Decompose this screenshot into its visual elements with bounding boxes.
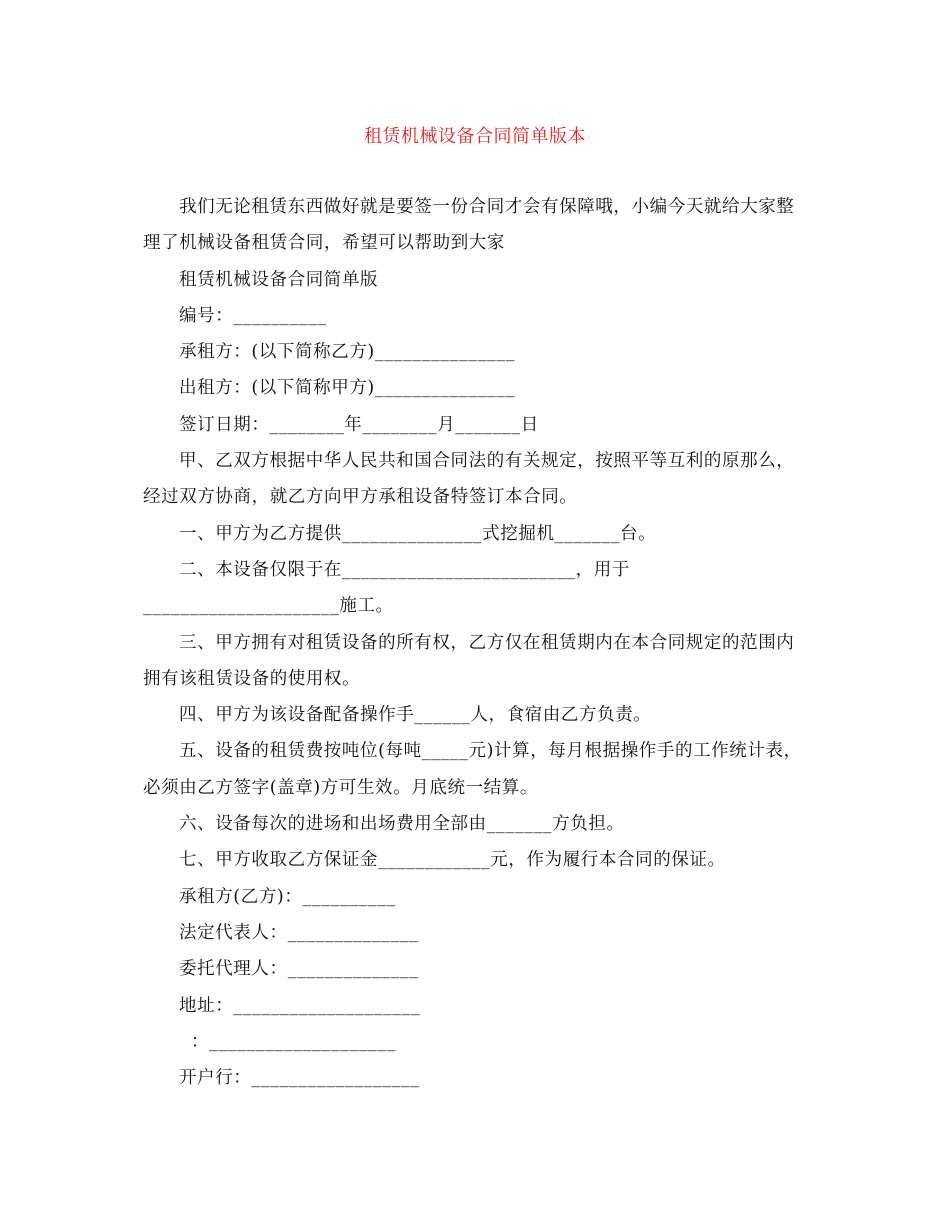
signing-date-line: 签订日期：________年________月_______日 xyxy=(179,414,539,435)
lessee-signature-line: 承租方(乙方)：__________ xyxy=(179,886,396,907)
contract-subtitle: 租赁机械设备合同简单版 xyxy=(179,269,379,290)
preamble-paragraph: 甲、乙双方根据中华人民共和国合同法的有关规定，按照平等互利的原那么，经过双方协商，就乙方向甲方承租设备特签订本合同。 xyxy=(143,451,795,508)
clause-2: 二、本设备仅限于在_________________________，用于_____________________施工。 xyxy=(143,559,630,617)
serial-number-line: 编号：__________ xyxy=(179,305,327,326)
clause-5: 五、设备的租赁费按吨位(每吨_____元)计算，每月根据操作手的工作统计表，必须由乙方签字(盖章)方可生效。月底统一结算。 xyxy=(143,741,802,798)
address-line: 地址：____________________ xyxy=(179,995,421,1016)
clause-3: 三、甲方拥有对租赁设备的所有权，乙方仅在租赁期内在本合同规定的范围内拥有该租赁设备的使用权。 xyxy=(143,632,795,689)
bank-line: 开户行：__________________ xyxy=(179,1068,420,1089)
lessor-line: 出租方：(以下简称甲方)_______________ xyxy=(179,378,516,399)
clause-6: 六、设备每次的进场和出场费用全部由_______方负担。 xyxy=(179,814,625,835)
document-body xyxy=(143,189,803,1096)
legal-representative-line: 法定代表人：______________ xyxy=(179,922,419,943)
authorized-agent-line: 委托代理人：______________ xyxy=(179,959,419,980)
intro-paragraph: 我们无论租赁东西做好就是要签一份合同才会有保障哦，小编今天就给大家整理了机械设备租赁合同，希望可以帮助到大家 xyxy=(143,197,795,254)
blank-label-line: ：____________________ xyxy=(191,1031,397,1052)
clause-1: 一、甲方为乙方提供_______________式挖掘机_______台。 xyxy=(179,523,657,544)
clause-7: 七、甲方收取乙方保证金____________元，作为履行本合同的保证。 xyxy=(179,850,726,871)
lessee-line: 承租方：(以下简称乙方)_______________ xyxy=(179,342,516,363)
clause-4: 四、甲方为该设备配备操作手______人，食宿由乙方负责。 xyxy=(179,705,652,726)
document-title: 租赁机械设备合同简单版本 xyxy=(364,126,586,147)
